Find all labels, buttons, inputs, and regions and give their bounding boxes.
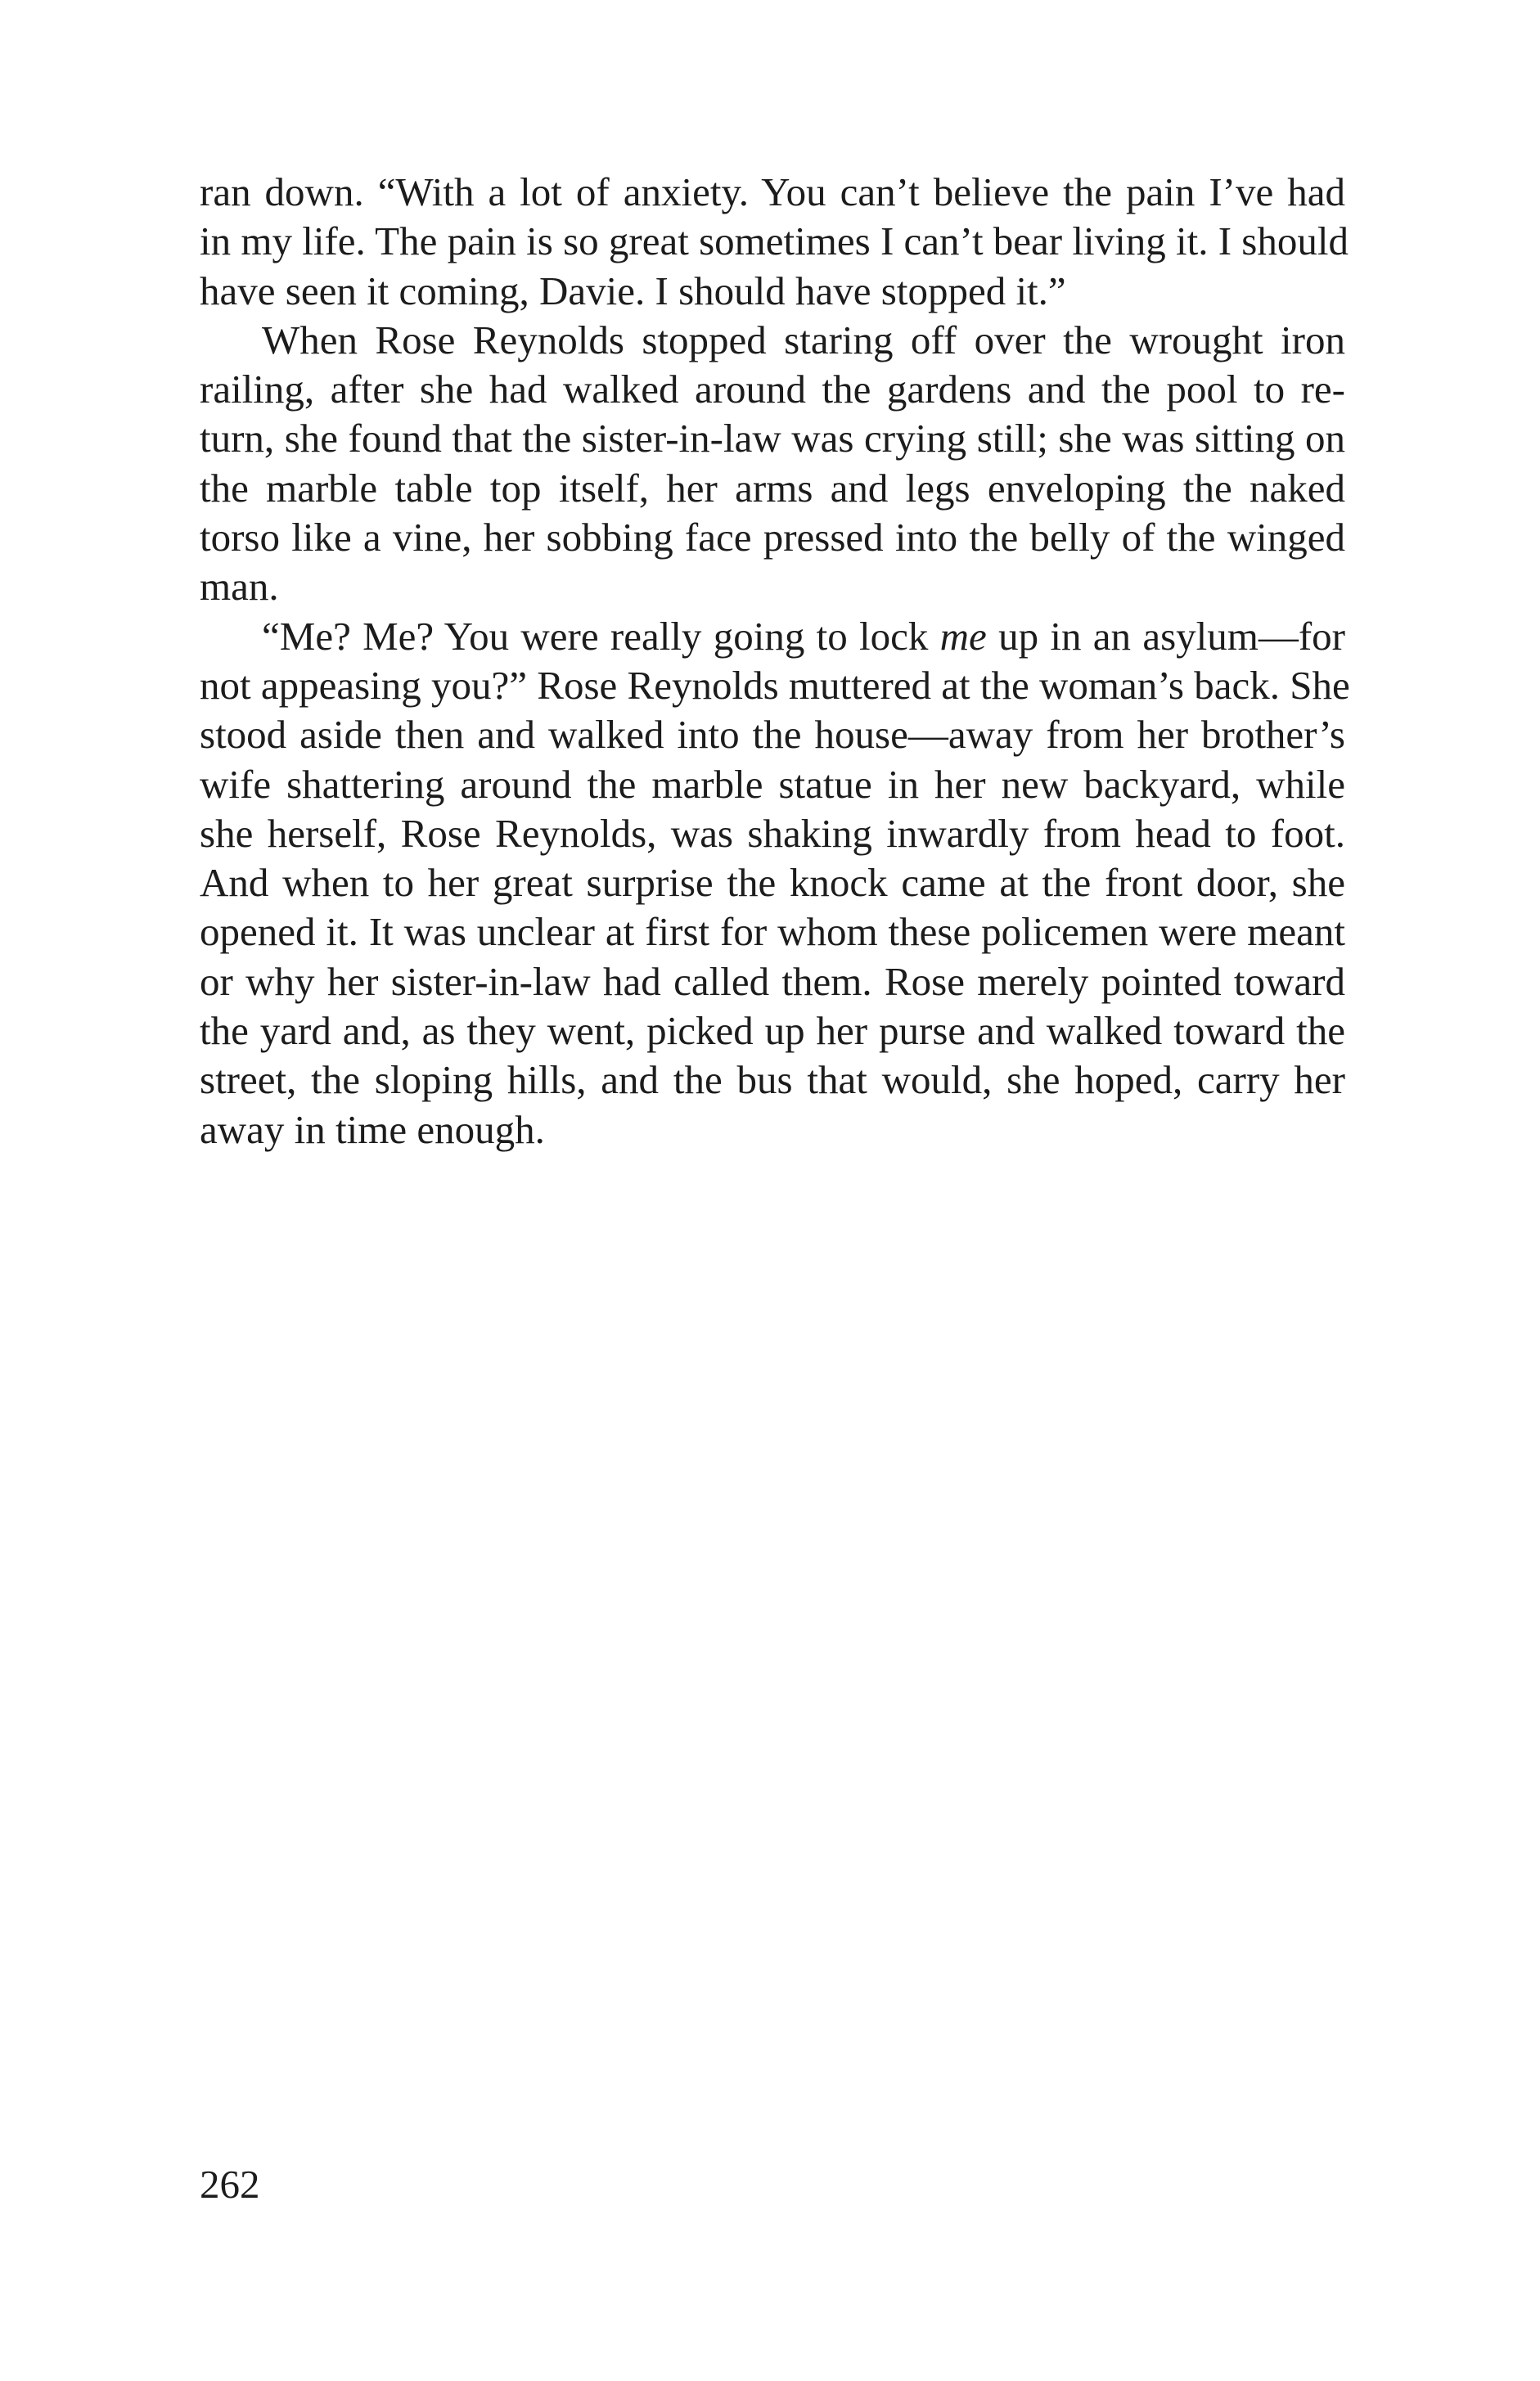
text-line [200,612,1345,661]
text-line: ran down. “With a lot of anxiety. You can’t believe the pain I’ve had [200,169,1345,214]
text-line: not appeasing you?” Rose Reynolds muttered at the woman’s back. She [200,662,1350,708]
text-fragment: up in an asylum—for [986,613,1345,659]
text-line: the marble table top itself, her arms and legs enveloping the naked [200,465,1345,511]
text-line: And when to her great surprise the knock came at the front door, she [200,860,1345,906]
italic-text: me [939,613,987,659]
text-line: street, the sloping hills, and the bus that would, she hoped, carry her [200,1057,1345,1103]
page-number: 262 [200,2162,260,2207]
text-line: torso like a vine, her sobbing face pressed into the belly of the winged [200,515,1345,560]
text-line: man. [200,564,279,610]
text-line: have seen it coming, Davie. I should have stopped it.” [200,268,1066,313]
body-text [200,168,1350,1154]
text-line: away in time enough. [200,1106,545,1152]
text-line: opened it. It was unclear at first for whom these policemen were meant [200,909,1345,955]
text-line: stood aside then and walked into the house—away from her brother’s [200,712,1345,758]
text-fragment: “Me? Me? You were really going to lock [262,613,940,659]
text-line: wife shattering around the marble statue in her new backyard, while [200,761,1345,807]
text-line: railing, after she had walked around the gardens and the pool to re- [200,367,1345,412]
text-line: turn, she found that the sister-in-law was crying still; she was sitting on [200,416,1345,461]
text-line: When Rose Reynolds stopped staring off over the wrought iron [262,317,1345,362]
text-line: she herself, Rose Reynolds, was shaking inwardly from head to foot. [200,810,1345,856]
text-line: or why her sister-in-law had called them. Rose merely pointed toward [200,958,1345,1004]
text-line: in my life. The pain is so great sometimes I can’t bear living it. I should [200,218,1349,264]
text-line: the yard and, as they went, picked up her purse and walked toward the [200,1008,1345,1054]
